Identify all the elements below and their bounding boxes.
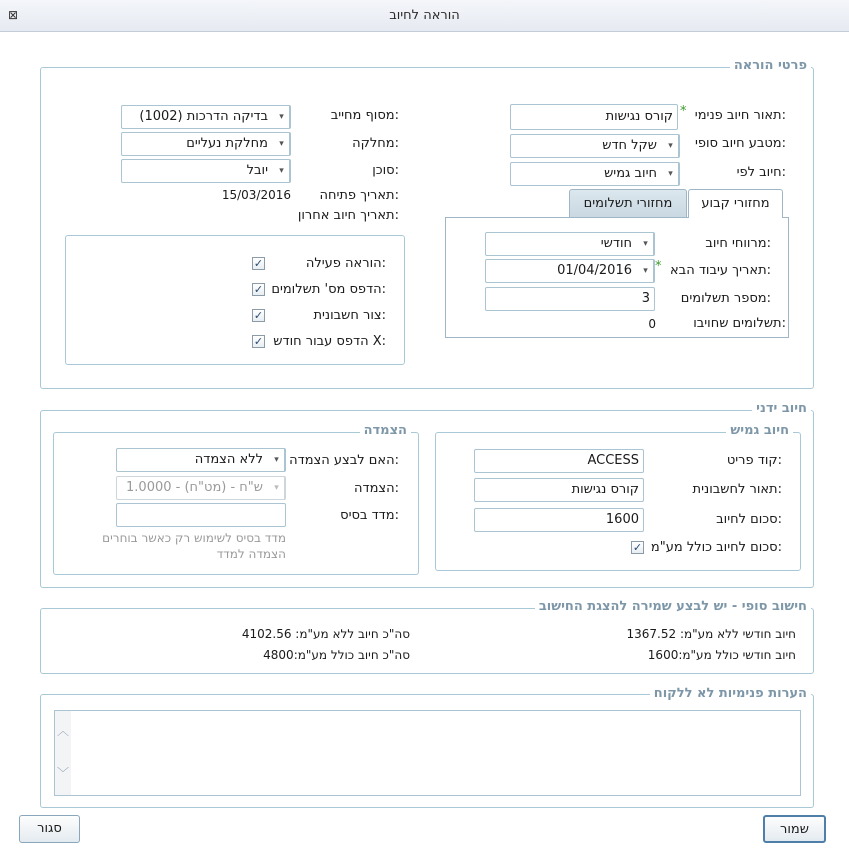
- department-value: מחלקת נעליים: [186, 136, 268, 151]
- link-value: ש"ח - (מט"ח) - 1.0000: [126, 480, 263, 495]
- linkage-legend: הצמדה: [360, 423, 411, 438]
- terminal-label: מסוף מחייב:: [330, 108, 399, 123]
- scroll-down-icon[interactable]: ﹀: [56, 766, 69, 780]
- base-index-hint-line2: הצמדה למדד: [216, 547, 286, 561]
- print-payments-checkbox[interactable]: ✓: [253, 283, 264, 296]
- agent-label: סוכן:: [372, 163, 399, 178]
- chevron-down-icon[interactable]: ▾: [274, 106, 290, 128]
- manual-charge-legend: חיוב ידני: [752, 401, 811, 416]
- print-month-checkbox[interactable]: ✓: [253, 335, 264, 348]
- currency-label: מטבע חיוב סופי:: [694, 136, 786, 151]
- num-payments-label: מספר תשלומים:: [680, 291, 771, 306]
- internal-desc-input[interactable]: קורס נגישות: [510, 104, 678, 130]
- amount-label: סכום לחיוב:: [716, 512, 782, 527]
- department-label: מחלקה:: [352, 136, 399, 151]
- active-checkbox[interactable]: ✓: [253, 257, 264, 270]
- link-label: הצמדה:: [353, 481, 399, 496]
- chevron-down-icon[interactable]: ▾: [638, 260, 654, 282]
- charge-by-value: חיוב גמיש: [604, 166, 657, 181]
- base-index-input[interactable]: [116, 503, 286, 527]
- active-label: הוראה פעילה:: [305, 256, 386, 271]
- chevron-down-icon[interactable]: ▾: [269, 477, 285, 499]
- vat-included-checkbox[interactable]: ✓: [632, 541, 643, 554]
- agent-dropdown[interactable]: [121, 159, 291, 183]
- required-marker: *: [680, 104, 687, 119]
- chevron-down-icon[interactable]: ▾: [638, 233, 654, 255]
- agent-value: יובל: [246, 163, 268, 178]
- next-date-label: תאריך עיבוד הבא:: [669, 263, 771, 278]
- close-button[interactable]: סגור: [19, 815, 80, 843]
- do-link-dropdown[interactable]: [116, 448, 286, 472]
- vat-included-label: סכום לחיוב כולל מע"מ:: [650, 540, 782, 555]
- final-calc-group: [40, 608, 814, 674]
- title-bar: [0, 0, 849, 32]
- chevron-down-icon[interactable]: ▾: [663, 163, 679, 185]
- base-index-label: מדד בסיס:: [340, 508, 399, 523]
- amount-input[interactable]: 1600: [474, 508, 644, 532]
- total-no-vat: סה"כ חיוב ללא מע"מ: 4102.56: [241, 627, 410, 641]
- charge-by-label: חיוב לפי:: [736, 165, 786, 180]
- do-link-value: ללא הצמדה: [194, 452, 263, 467]
- monthly-no-vat: חיוב חודשי ללא מע"מ: 1367.52: [626, 627, 796, 641]
- invoice-desc-input[interactable]: קורס נגישות: [474, 478, 644, 502]
- save-button[interactable]: שמור: [763, 815, 826, 843]
- interval-dropdown[interactable]: [485, 232, 655, 256]
- paid-payments-value: 0: [648, 317, 656, 331]
- interval-value: חודשי: [600, 236, 632, 251]
- tab-fixed-cycle[interactable]: מחזורי קבוע: [688, 189, 783, 218]
- monthly-with-vat: חיוב חודשי כולל מע"מ:1600: [647, 648, 796, 662]
- do-link-label: האם לבצע הצמדה:: [289, 453, 399, 468]
- interval-label: מרווחי חיוב:: [705, 236, 771, 251]
- open-date-value: 15/03/2016: [221, 188, 291, 202]
- create-invoice-checkbox[interactable]: ✓: [253, 309, 264, 322]
- create-invoice-label: צור חשבונית:: [313, 308, 386, 323]
- close-icon[interactable]: ⊠: [7, 8, 19, 22]
- last-charge-label: תאריך חיוב אחרון:: [297, 208, 399, 223]
- chevron-down-icon[interactable]: ▾: [663, 135, 679, 157]
- currency-dropdown[interactable]: [510, 134, 680, 158]
- item-code-label: קוד פריט:: [726, 453, 782, 468]
- internal-notes-textarea[interactable]: [54, 710, 801, 796]
- invoice-desc-label: תאור לחשבונית:: [692, 482, 782, 497]
- chevron-down-icon[interactable]: ▾: [269, 449, 285, 471]
- paid-payments-label: תשלומים שחויבו:: [693, 316, 786, 331]
- tab-installments-cycle[interactable]: מחזורי תשלומים: [569, 189, 687, 217]
- final-calc-legend: חישוב סופי - יש לבצע שמירה להצגת החישוב: [535, 599, 811, 614]
- terminal-dropdown[interactable]: [121, 105, 291, 129]
- window-title: הוראה לחיוב: [389, 8, 460, 23]
- num-payments-input[interactable]: 3: [485, 287, 655, 311]
- charge-by-dropdown[interactable]: [510, 162, 680, 186]
- item-code-input[interactable]: ACCESS: [474, 449, 644, 473]
- chevron-down-icon[interactable]: ▾: [274, 160, 290, 182]
- internal-notes-legend: הערות פנימיות לא ללקוח: [650, 686, 811, 701]
- print-payments-label: הדפס מס' תשלומים:: [271, 282, 386, 297]
- scroll-up-icon[interactable]: ︿: [56, 724, 69, 738]
- internal-desc-label: תאור חיוב פנימי:: [694, 108, 786, 123]
- currency-value: שקל חדש: [602, 138, 657, 153]
- flex-charge-legend: חיוב גמיש: [726, 423, 793, 438]
- tab-joint: [689, 216, 782, 218]
- total-with-vat: סה"כ חיוב כולל מע"מ:4800: [263, 648, 410, 662]
- department-dropdown[interactable]: [121, 132, 291, 156]
- next-date-picker[interactable]: [485, 259, 655, 283]
- next-date-value: 01/04/2016: [557, 263, 632, 278]
- base-index-hint-line1: מדד בסיס לשימוש רק כאשר בוחרים: [102, 531, 286, 545]
- link-dropdown[interactable]: [116, 476, 286, 500]
- open-date-label: תאריך פתיחה:: [319, 188, 399, 203]
- print-month-label: הדפס עבור חודש X:: [273, 334, 386, 349]
- instruction-details-legend: פרטי הוראה: [730, 58, 811, 73]
- terminal-value: בדיקה הדרכות (1002): [139, 109, 268, 124]
- chevron-down-icon[interactable]: ▾: [274, 133, 290, 155]
- required-marker: *: [655, 259, 662, 274]
